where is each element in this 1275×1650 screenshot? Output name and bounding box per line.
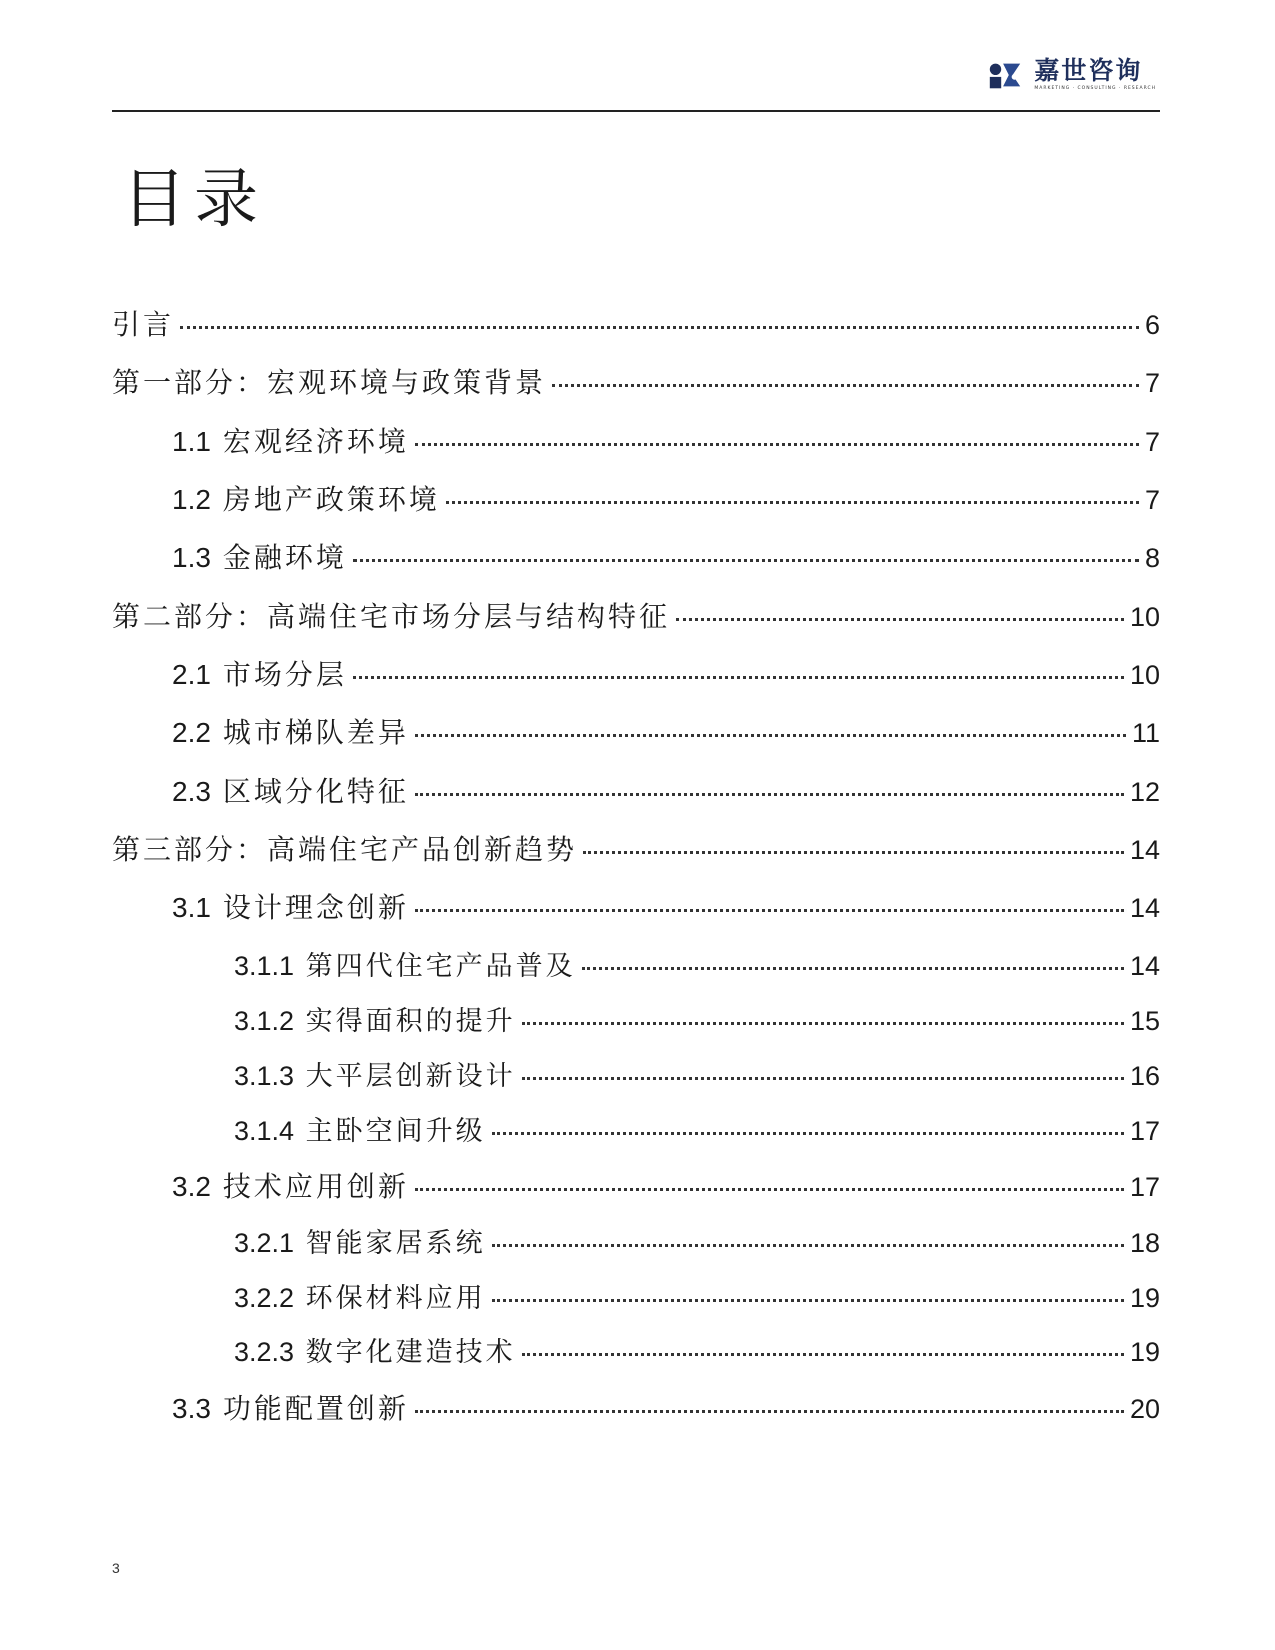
toc-entry-number: 3.3 xyxy=(172,1393,211,1424)
dot-leader xyxy=(522,1077,1124,1080)
toc-entry-text: 市场分层 xyxy=(222,658,347,691)
company-logo xyxy=(986,56,1156,94)
toc-entry-page: 17 xyxy=(1129,1172,1160,1202)
toc-entry[interactable] xyxy=(172,480,1160,520)
toc-entry-label xyxy=(172,422,409,462)
toc-entry-page: 6 xyxy=(1144,310,1160,340)
toc-entry-text: 区域分化特征 xyxy=(222,775,409,808)
toc-entry-text: 技术应用创新 xyxy=(222,1170,409,1203)
dot-leader xyxy=(415,443,1139,446)
toc-entry-label xyxy=(112,305,174,345)
toc-entry[interactable] xyxy=(172,772,1160,812)
toc-entry-number: 2.1 xyxy=(172,659,211,690)
toc-entry[interactable] xyxy=(172,888,1160,928)
toc-entry[interactable] xyxy=(172,538,1160,578)
toc-entry-number: 3.1.4 xyxy=(234,1116,295,1146)
dot-leader xyxy=(492,1244,1124,1247)
toc-entry-number: 3.2.1 xyxy=(234,1228,295,1258)
logo-name: 嘉世咨询 xyxy=(1034,56,1143,85)
toc-entry[interactable] xyxy=(112,830,1160,870)
toc-entry-text: 实得面积的提升 xyxy=(305,1006,516,1037)
toc-entry-label xyxy=(234,1223,486,1264)
toc-entry-number: 3.1.1 xyxy=(234,951,295,981)
toc-entry-label xyxy=(234,946,576,987)
toc-entry-text: 数字化建造技术 xyxy=(305,1337,516,1368)
toc-entry-page: 12 xyxy=(1129,777,1160,807)
dot-leader xyxy=(415,734,1126,737)
toc-entry-text: 环保材料应用 xyxy=(305,1283,486,1314)
toc-entry-number: 3.1 xyxy=(172,892,211,923)
toc-entry[interactable] xyxy=(172,1167,1160,1207)
toc-entry-page: 14 xyxy=(1129,893,1160,923)
page-number: 3 xyxy=(112,1560,120,1576)
dot-leader xyxy=(446,501,1139,504)
page-header xyxy=(112,50,1160,112)
toc-entry-number: 1.2 xyxy=(172,484,211,515)
toc-entry-label xyxy=(172,888,409,928)
toc-entry-page: 20 xyxy=(1129,1394,1160,1424)
toc-entry-number: 2.2 xyxy=(172,717,211,748)
dot-leader xyxy=(582,967,1124,970)
toc-entry-label xyxy=(172,480,440,520)
logo-mark-icon xyxy=(986,56,1024,94)
toc-entry-page: 8 xyxy=(1144,543,1160,573)
logo-tagline: MARKETING · CONSULTING · RESEARCH xyxy=(1034,86,1156,91)
toc-entry-text: 宏观经济环境 xyxy=(222,425,409,458)
toc-entry-number: 3.2.2 xyxy=(234,1283,295,1313)
toc-entry-text: 金融环境 xyxy=(222,541,347,574)
toc-entry[interactable] xyxy=(172,422,1160,462)
toc-entry-text: 主卧空间升级 xyxy=(305,1116,486,1147)
dot-leader xyxy=(522,1022,1124,1025)
toc-entry[interactable] xyxy=(112,305,1160,345)
toc-entry-page: 19 xyxy=(1129,1337,1160,1367)
toc-entry[interactable] xyxy=(234,1111,1160,1151)
toc-entry-page: 15 xyxy=(1129,1006,1160,1036)
toc-entry[interactable] xyxy=(112,597,1160,637)
toc-entry-number: 3.2.3 xyxy=(234,1337,295,1367)
toc-entry[interactable] xyxy=(172,713,1160,753)
toc-entry[interactable] xyxy=(172,655,1160,695)
toc-entry[interactable] xyxy=(234,1223,1160,1263)
toc-entry-page: 7 xyxy=(1144,485,1160,515)
toc-entry-page: 18 xyxy=(1129,1228,1160,1258)
toc-entry-number: 1.1 xyxy=(172,426,211,457)
toc-entry-text: 第四代住宅产品普及 xyxy=(305,951,576,982)
dot-leader xyxy=(415,909,1124,912)
toc-entry-label xyxy=(172,655,347,695)
toc-entry-number: 3.1.3 xyxy=(234,1061,295,1091)
toc-entry-label xyxy=(172,772,409,812)
toc-entry-page: 7 xyxy=(1144,368,1160,398)
dot-leader xyxy=(353,676,1124,679)
toc-entry-page: 10 xyxy=(1129,602,1160,632)
toc-entry-page: 17 xyxy=(1129,1116,1160,1146)
dot-leader xyxy=(415,1410,1124,1413)
toc-entry-page: 14 xyxy=(1129,835,1160,865)
toc-entry-label xyxy=(234,1001,516,1042)
dot-leader xyxy=(522,1353,1124,1356)
toc-entry-text: 第二部分：高端住宅市场分层与结构特征 xyxy=(112,600,671,633)
toc-entry-label xyxy=(112,363,546,403)
toc-entry-label xyxy=(112,597,670,637)
dot-leader xyxy=(415,793,1124,796)
toc-entry-page: 7 xyxy=(1144,427,1160,457)
toc-entry-text: 引言 xyxy=(112,308,175,341)
toc-entry-label xyxy=(234,1332,516,1373)
toc-entry-number: 3.2 xyxy=(172,1171,211,1202)
toc-entry-page: 10 xyxy=(1129,660,1160,690)
toc-entry-page: 11 xyxy=(1131,718,1160,748)
toc-entry-label xyxy=(172,538,347,578)
toc-entry-page: 19 xyxy=(1129,1283,1160,1313)
toc-entry-page: 16 xyxy=(1129,1061,1160,1091)
toc-entry-label xyxy=(234,1056,516,1097)
toc-entry-label xyxy=(234,1278,486,1319)
toc-title: 目录 xyxy=(122,163,266,237)
toc-entry-page: 14 xyxy=(1129,951,1160,981)
toc-entry[interactable] xyxy=(234,946,1160,986)
dot-leader xyxy=(180,326,1139,329)
toc-entry-text: 房地产政策环境 xyxy=(222,483,440,516)
toc-entry-number: 2.3 xyxy=(172,776,211,807)
toc-entry[interactable] xyxy=(234,1056,1160,1096)
toc-entry-text: 城市梯队差异 xyxy=(222,716,409,749)
toc-entry[interactable] xyxy=(234,1332,1160,1372)
toc-entry-text: 智能家居系统 xyxy=(305,1228,486,1259)
toc-entry-text: 大平层创新设计 xyxy=(305,1061,516,1092)
toc-entry-label xyxy=(112,830,577,870)
dot-leader xyxy=(415,1188,1124,1191)
dot-leader xyxy=(552,384,1139,387)
toc-entry[interactable] xyxy=(234,1001,1160,1041)
dot-leader xyxy=(353,559,1139,562)
toc-entry-label xyxy=(172,1167,409,1207)
toc-entry-text: 第三部分：高端住宅产品创新趋势 xyxy=(112,833,578,866)
toc-entry-text: 设计理念创新 xyxy=(222,891,409,924)
toc-entry[interactable] xyxy=(234,1278,1160,1318)
toc-entry-label xyxy=(234,1111,486,1152)
toc-entry-text: 功能配置创新 xyxy=(222,1392,409,1425)
dot-leader xyxy=(492,1299,1124,1302)
toc-entry[interactable] xyxy=(172,1389,1160,1429)
toc-entry-number: 3.1.2 xyxy=(234,1006,295,1036)
toc-entry-number: 1.3 xyxy=(172,542,211,573)
toc-entry-label xyxy=(172,713,409,753)
dot-leader xyxy=(492,1132,1124,1135)
toc-entry-label xyxy=(172,1389,409,1429)
dot-leader xyxy=(676,618,1124,621)
toc-entry[interactable] xyxy=(112,363,1160,403)
toc-entry-text: 第一部分：宏观环境与政策背景 xyxy=(112,366,547,399)
dot-leader xyxy=(583,851,1124,854)
